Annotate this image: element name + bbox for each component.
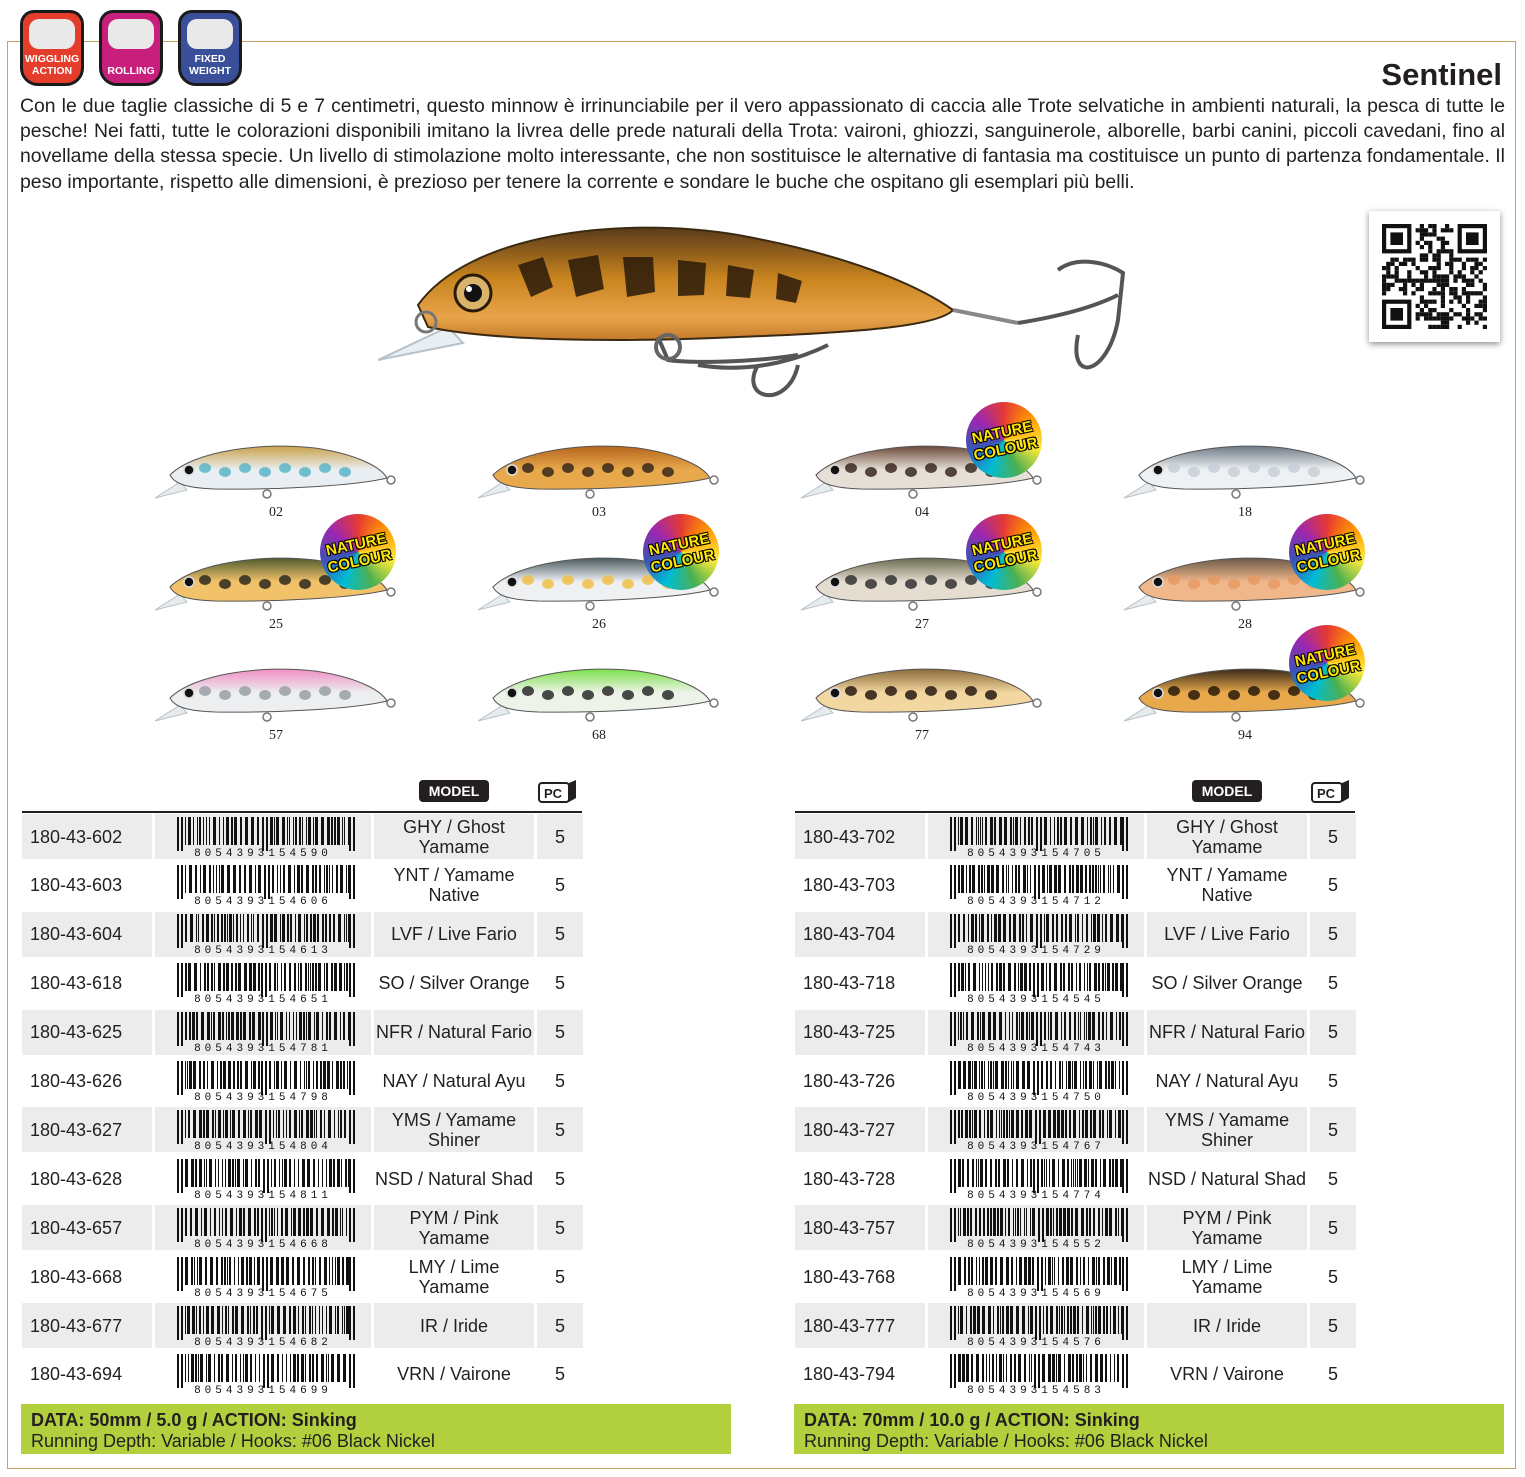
nature-colour-badge (1289, 514, 1365, 590)
pieces-per-pack: 5 (537, 912, 583, 957)
lure-image (1124, 440, 1369, 502)
table-row (22, 1352, 584, 1397)
spec-box-70mm (794, 1404, 1504, 1454)
model-name: VRN / Vairone (1170, 1364, 1284, 1385)
model-header-left: MODEL (419, 780, 489, 802)
pieces-per-pack: 5 (1310, 1107, 1356, 1152)
table-row (22, 961, 584, 1006)
barcode-digits: 8054393154798 (194, 1092, 332, 1102)
pieces-per-pack: 5 (1310, 814, 1356, 859)
product-code: 180-43-727 (795, 1107, 925, 1152)
model-name: NAY / Natural Ayu (1155, 1071, 1299, 1091)
pieces-per-pack: 5 (1327, 1168, 1338, 1189)
pc-header-label: PC (543, 786, 563, 801)
qr-code[interactable] (1369, 211, 1500, 342)
nature-colour-label: NATURE COLOUR (1293, 529, 1363, 577)
lure-image (478, 440, 723, 502)
product-code: 180-43-704 (795, 912, 925, 957)
pieces-per-pack: 5 (537, 1205, 583, 1250)
barcode-icon (936, 1256, 1136, 1298)
product-code: 180-43-602 (22, 814, 152, 859)
model-name: YNT / Yamame Native (1166, 865, 1288, 906)
barcode-icon (163, 1158, 363, 1200)
lure-code-label: 68 (592, 728, 606, 743)
badge-fixed-weight (178, 10, 242, 86)
qr-code-icon (1369, 211, 1500, 342)
lure-code-label: 27 (915, 617, 929, 632)
barcode-icon (163, 816, 363, 858)
barcode-cell (928, 961, 1144, 1006)
barcode-icon (163, 864, 363, 906)
lure-code-label: 94 (1238, 728, 1252, 743)
table-row (22, 1205, 584, 1250)
barcode-digits: 8054393154743 (967, 1043, 1105, 1054)
nature-colour-label: NATURE COLOUR (1293, 640, 1363, 688)
pieces-per-pack: 5 (537, 1107, 583, 1152)
barcode-cell (928, 1205, 1144, 1250)
model-name: VRN / Vairone (397, 1364, 511, 1385)
barcode-digits: 8054393154583 (967, 1385, 1105, 1396)
pieces-per-pack: 5 (537, 1010, 583, 1055)
table-row (795, 1059, 1357, 1104)
product-code: 180-43-725 (795, 1010, 925, 1055)
table-row (22, 863, 584, 908)
barcode-icon (163, 1207, 363, 1249)
badge-label: FIXED WEIGHT (189, 53, 231, 77)
barcode-icon (936, 1353, 1136, 1395)
pieces-per-pack: 5 (554, 1071, 565, 1091)
table-row (795, 814, 1357, 859)
table-row (22, 1156, 584, 1201)
barcode-icon (936, 1060, 1136, 1102)
table-row (795, 1303, 1357, 1348)
product-code: 180-43-677 (22, 1303, 152, 1348)
nature-colour-label: NATURE COLOUR (647, 529, 717, 577)
pieces-per-pack: 5 (554, 875, 565, 896)
model-name: NAY / Natural Ayu (382, 1071, 526, 1091)
badge-wiggling-action (20, 10, 84, 86)
model-name: LVF / Live Fario (374, 912, 534, 957)
product-code: 180-43-757 (795, 1205, 925, 1250)
barcode-cell (928, 1303, 1144, 1348)
pieces-per-pack: 5 (1327, 1364, 1338, 1385)
lure-code-label: 28 (1238, 617, 1252, 632)
wiggle-icon (29, 19, 75, 49)
model-name: IR / Iride (374, 1303, 534, 1348)
table-row (795, 1010, 1357, 1055)
pc-header-icon (1311, 779, 1351, 803)
table-row (22, 912, 584, 957)
nature-colour-badge (966, 514, 1042, 590)
barcode-icon (163, 1353, 363, 1395)
product-code: 180-43-618 (30, 973, 123, 994)
pieces-per-pack: 5 (1310, 1010, 1356, 1055)
product-code: 180-43-603 (30, 875, 123, 896)
barcode-digits: 8054393154699 (194, 1385, 332, 1396)
pieces-per-pack: 5 (1327, 1266, 1338, 1287)
model-name: IR / Iride (1147, 1303, 1307, 1348)
barcode-icon (163, 1305, 363, 1347)
barcode-digits: 8054393154675 (194, 1287, 332, 1298)
pieces-per-pack: 5 (1327, 973, 1338, 994)
pc-header-label: PC (1316, 786, 1336, 801)
product-description: Con le due taglie classiche di 5 e 7 centimetri, questo minnow è irrinunciabile per il vero appassionato di caccia alle Trote selvatiche in ambienti naturali, la pesca di tutte le pesche! Nei fatti, tutte le colorazioni disponibili imitano la livrea delle prede naturali della Trota: vaironi, ghiozzi, sanguinerole, alborelle, barbi canini, piccoli cavedani, fino al novellame della stessa specie. Un livello di stimolazione molto interessante, che non sostituisce le alternative di fantasia ma costituisce un punto di partenza fondamentale. Il peso importante, rispetto alle dimensioni, è prezioso per tenere la corrente e sondare le buche che ospitano gli esemplari più belli. (20, 95, 1505, 193)
pieces-per-pack: 5 (1310, 1303, 1356, 1348)
barcode-digits: 8054393154545 (967, 994, 1105, 1005)
model-name: GHY / Ghost Yamame (374, 814, 534, 859)
barcode-digits: 8054393154552 (967, 1238, 1105, 1249)
lure-image (478, 663, 723, 725)
barcode-digits: 8054393154774 (967, 1189, 1105, 1200)
barcode-cell (155, 1303, 371, 1348)
barcode-icon (936, 1158, 1136, 1200)
nature-colour-label: NATURE COLOUR (324, 529, 394, 577)
nature-colour-badge (320, 514, 396, 590)
barcode-cell (155, 1254, 371, 1299)
nature-colour-label: NATURE COLOUR (970, 417, 1040, 465)
barcode-icon (936, 962, 1136, 1004)
barcode-cell (928, 1107, 1144, 1152)
pieces-per-pack: 5 (554, 1266, 565, 1287)
model-name: GHY / Ghost Yamame (1147, 814, 1307, 859)
barcode-cell (155, 1352, 371, 1397)
nature-colour-label: NATURE COLOUR (970, 529, 1040, 577)
barcode-cell (155, 1156, 371, 1201)
model-name: LVF / Live Fario (1147, 912, 1307, 957)
product-code: 180-43-625 (22, 1010, 152, 1055)
main-lure-image (378, 215, 1148, 415)
barcode-icon (936, 864, 1136, 906)
barcode-digits: 8054393154781 (194, 1043, 332, 1054)
barcode-cell (155, 1205, 371, 1250)
product-code: 180-43-626 (30, 1071, 123, 1091)
lure-code-label: 57 (269, 728, 283, 743)
table-row (795, 1352, 1357, 1397)
model-name: NFR / Natural Fario (374, 1010, 534, 1055)
barcode-cell (928, 1010, 1144, 1055)
table-row (795, 912, 1357, 957)
barcode-cell (928, 1352, 1144, 1397)
badge-label: WIGGLING ACTION (24, 53, 80, 77)
nature-colour-badge (966, 402, 1042, 478)
barcode-cell (928, 912, 1144, 957)
barcode-digits: 8054393154613 (194, 945, 332, 956)
barcode-cell (155, 1010, 371, 1055)
barcode-icon (163, 1256, 363, 1298)
table-row (22, 1059, 584, 1104)
product-code: 180-43-657 (22, 1205, 152, 1250)
barcode-icon (163, 913, 363, 955)
lure-code-label: 04 (915, 505, 929, 520)
barcode-icon (936, 1305, 1136, 1347)
barcode-icon (163, 962, 363, 1004)
lure-code-label: 18 (1238, 505, 1252, 520)
barcode-digits: 8054393154682 (194, 1336, 332, 1347)
product-code: 180-43-728 (803, 1168, 896, 1189)
model-name: SO / Silver Orange (1151, 973, 1303, 994)
table-row (795, 1205, 1357, 1250)
barcode-icon (936, 1011, 1136, 1053)
pieces-per-pack: 5 (1310, 912, 1356, 957)
product-code: 180-43-668 (30, 1266, 123, 1287)
product-code: 180-43-694 (30, 1364, 123, 1385)
table-row (795, 1254, 1357, 1299)
barcode-cell (155, 863, 371, 908)
product-code: 180-43-703 (803, 875, 896, 896)
product-code: 180-43-604 (22, 912, 152, 957)
lure-code-label: 25 (269, 617, 283, 632)
model-name: NFR / Natural Fario (1147, 1010, 1307, 1055)
model-header-right: MODEL (1192, 780, 1262, 802)
barcode-cell (155, 814, 371, 859)
lure-code-label: 02 (269, 505, 283, 520)
table-row (795, 1107, 1357, 1152)
barcode-digits: 8054393154590 (194, 847, 332, 858)
table-row (22, 1010, 584, 1055)
table-row (22, 814, 584, 859)
model-name: LMY / Lime Yamame (1181, 1256, 1273, 1297)
pieces-per-pack: 5 (537, 814, 583, 859)
model-name: NSD / Natural Shad (374, 1168, 534, 1189)
badge-rolling (99, 10, 163, 86)
pieces-per-pack: 5 (537, 1303, 583, 1348)
model-name: LMY / Lime Yamame (408, 1256, 500, 1297)
product-code: 180-43-726 (803, 1071, 896, 1091)
weight-icon (187, 19, 233, 49)
pc-header-icon (538, 779, 578, 803)
lure-code-label: 26 (592, 617, 606, 632)
table-row (795, 961, 1357, 1006)
table-row (22, 1303, 584, 1348)
product-code: 180-43-718 (803, 973, 896, 994)
barcode-icon (936, 913, 1136, 955)
barcode-icon (163, 1109, 363, 1151)
barcode-icon (936, 1207, 1136, 1249)
barcode-cell (928, 1156, 1144, 1201)
product-code: 180-43-777 (795, 1303, 925, 1348)
barcode-digits: 8054393154712 (967, 896, 1105, 907)
barcode-cell (928, 1059, 1144, 1104)
badge-label: ROLLING (107, 65, 155, 77)
barcode-icon (163, 1060, 363, 1102)
barcode-digits: 8054393154804 (194, 1140, 332, 1151)
barcode-cell (155, 1107, 371, 1152)
model-name: PYM / Pink Yamame (1147, 1205, 1307, 1250)
rolling-icon (108, 19, 154, 49)
table-row (795, 1156, 1357, 1201)
product-code: 180-43-702 (795, 814, 925, 859)
model-name: PYM / Pink Yamame (374, 1205, 534, 1250)
pieces-per-pack: 5 (554, 973, 565, 994)
barcode-digits: 8054393154729 (967, 945, 1105, 956)
barcode-digits: 8054393154569 (967, 1287, 1105, 1298)
spec-data-line: DATA: 50mm / 5.0 g / ACTION: Sinking (31, 1410, 357, 1430)
barcode-icon (163, 1011, 363, 1053)
barcode-icon (936, 1109, 1136, 1151)
table-top-rule-right (795, 811, 1355, 813)
spec-data-line: DATA: 70mm / 10.0 g / ACTION: Sinking (804, 1410, 1140, 1430)
product-code: 180-43-627 (22, 1107, 152, 1152)
pieces-per-pack: 5 (554, 1364, 565, 1385)
product-title: Sentinel (1381, 57, 1502, 92)
barcode-cell (155, 1059, 371, 1104)
barcode-cell (155, 961, 371, 1006)
table-row (22, 1107, 584, 1152)
pieces-per-pack: 5 (1327, 875, 1338, 896)
model-name: YMS / Yamame Shiner (1147, 1107, 1307, 1152)
lure-image (155, 663, 400, 725)
barcode-icon (936, 816, 1136, 858)
pieces-per-pack: 5 (554, 1168, 565, 1189)
barcode-digits: 8054393154576 (967, 1336, 1105, 1347)
barcode-cell (155, 912, 371, 957)
spec-depth-line: Running Depth: Variable / Hooks: #06 Black Nickel (804, 1431, 1208, 1451)
nature-colour-badge (1289, 625, 1365, 701)
spec-box-50mm (21, 1404, 731, 1454)
barcode-digits: 8054393154668 (194, 1238, 332, 1249)
lure-image (155, 440, 400, 502)
barcode-cell (928, 814, 1144, 859)
barcode-digits: 8054393154767 (967, 1140, 1105, 1151)
table-row (22, 1254, 584, 1299)
pieces-per-pack: 5 (1310, 1205, 1356, 1250)
pieces-per-pack: 5 (1327, 1071, 1338, 1091)
model-name: YNT / Yamame Native (393, 865, 515, 906)
lure-code-label: 77 (915, 728, 929, 743)
lure-image (801, 663, 1046, 725)
spec-depth-line: Running Depth: Variable / Hooks: #06 Black Nickel (31, 1431, 435, 1451)
lure-code-label: 03 (592, 505, 606, 520)
barcode-cell (928, 1254, 1144, 1299)
product-code: 180-43-794 (803, 1364, 896, 1385)
product-code: 180-43-768 (803, 1266, 896, 1287)
barcode-digits: 8054393154811 (194, 1189, 332, 1200)
barcode-digits: 8054393154705 (967, 847, 1105, 858)
product-code: 180-43-628 (30, 1168, 123, 1189)
nature-colour-badge (643, 514, 719, 590)
table-top-rule-left (22, 811, 582, 813)
model-name: NSD / Natural Shad (1147, 1168, 1307, 1189)
table-row (795, 863, 1357, 908)
barcode-digits: 8054393154606 (194, 896, 332, 907)
barcode-cell (928, 863, 1144, 908)
model-name: SO / Silver Orange (378, 973, 530, 994)
barcode-digits: 8054393154651 (194, 994, 332, 1005)
model-name: YMS / Yamame Shiner (374, 1107, 534, 1152)
barcode-digits: 8054393154750 (967, 1092, 1105, 1102)
